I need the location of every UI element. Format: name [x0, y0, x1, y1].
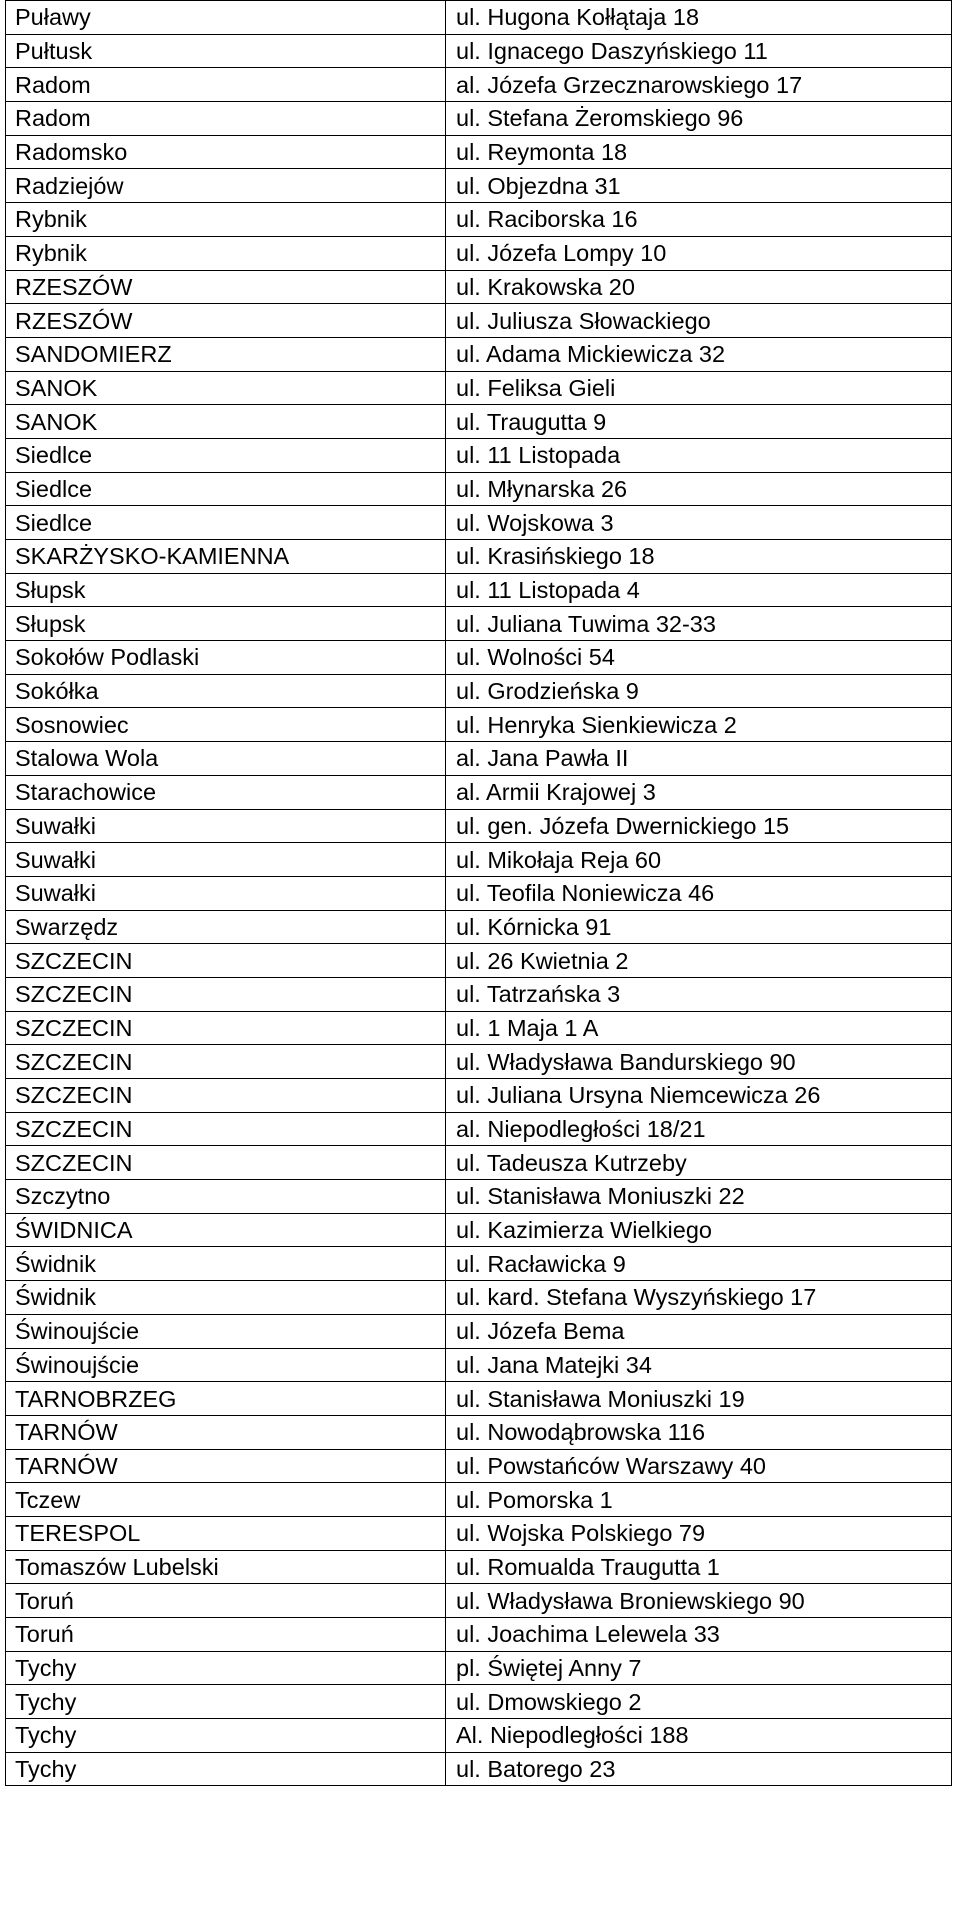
- street-address-cell: al. Józefa Grzecznarowskiego 17: [446, 68, 952, 102]
- table-row: [6, 573, 952, 607]
- table-row: [6, 1247, 952, 1281]
- table-row: [6, 1011, 952, 1045]
- street-address-cell: ul. 11 Listopada: [446, 438, 952, 472]
- table-row: [6, 68, 952, 102]
- city-cell: Słupsk: [6, 607, 446, 641]
- table-row: [6, 1112, 952, 1146]
- table-row: [6, 1045, 952, 1079]
- table-row: [6, 843, 952, 877]
- street-address-cell: ul. Kazimierza Wielkiego: [446, 1213, 952, 1247]
- street-address-cell: ul. Kórnicka 91: [446, 910, 952, 944]
- city-cell: Świdnik: [6, 1281, 446, 1315]
- street-address-cell: ul. 26 Kwietnia 2: [446, 944, 952, 978]
- city-cell: TARNÓW: [6, 1449, 446, 1483]
- table-row: [6, 1516, 952, 1550]
- street-address-cell: ul. Tatrzańska 3: [446, 977, 952, 1011]
- city-cell: Puławy: [6, 1, 446, 35]
- street-address-cell: ul. Stefana Żeromskiego 96: [446, 102, 952, 136]
- street-address-cell: ul. Władysława Bandurskiego 90: [446, 1045, 952, 1079]
- street-address-cell: ul. Adama Mickiewicza 32: [446, 337, 952, 371]
- city-cell: Sokółka: [6, 674, 446, 708]
- street-address-cell: ul. Władysława Broniewskiego 90: [446, 1584, 952, 1618]
- city-cell: Starachowice: [6, 775, 446, 809]
- street-address-cell: ul. Tadeusza Kutrzeby: [446, 1146, 952, 1180]
- street-address-cell: al. Niepodległości 18/21: [446, 1112, 952, 1146]
- table-row: [6, 540, 952, 574]
- city-cell: TARNOBRZEG: [6, 1382, 446, 1416]
- street-address-cell: ul. Młynarska 26: [446, 472, 952, 506]
- table-row: [6, 1719, 952, 1753]
- street-address-cell: ul. Stanisława Moniuszki 22: [446, 1180, 952, 1214]
- table-row: [6, 438, 952, 472]
- table-row: [6, 809, 952, 843]
- city-cell: SANDOMIERZ: [6, 337, 446, 371]
- street-address-cell: al. Jana Pawła II: [446, 742, 952, 776]
- city-cell: Świnoujście: [6, 1348, 446, 1382]
- table-row: [6, 1213, 952, 1247]
- street-address-cell: ul. Stanisława Moniuszki 19: [446, 1382, 952, 1416]
- city-cell: Suwałki: [6, 809, 446, 843]
- city-cell: Rybnik: [6, 236, 446, 270]
- table-row: [6, 910, 952, 944]
- table-row: [6, 1483, 952, 1517]
- table-row: [6, 1752, 952, 1786]
- city-cell: RZESZÓW: [6, 270, 446, 304]
- table-row: [6, 203, 952, 237]
- table-row: [6, 1651, 952, 1685]
- city-cell: Suwałki: [6, 876, 446, 910]
- street-address-cell: ul. Teofila Noniewicza 46: [446, 876, 952, 910]
- street-address-cell: ul. Wojska Polskiego 79: [446, 1516, 952, 1550]
- city-cell: Swarzędz: [6, 910, 446, 944]
- table-row: [6, 405, 952, 439]
- street-address-cell: ul. gen. Józefa Dwernickiego 15: [446, 809, 952, 843]
- table-row: [6, 607, 952, 641]
- street-address-cell: ul. Objezdna 31: [446, 169, 952, 203]
- street-address-cell: ul. kard. Stefana Wyszyńskiego 17: [446, 1281, 952, 1315]
- table-row: [6, 742, 952, 776]
- table-row: [6, 236, 952, 270]
- table-row: [6, 102, 952, 136]
- city-cell: Siedlce: [6, 472, 446, 506]
- street-address-cell: ul. Krasińskiego 18: [446, 540, 952, 574]
- city-cell: Tychy: [6, 1651, 446, 1685]
- city-cell: Toruń: [6, 1618, 446, 1652]
- city-cell: Tychy: [6, 1752, 446, 1786]
- city-cell: Tczew: [6, 1483, 446, 1517]
- city-cell: Siedlce: [6, 438, 446, 472]
- table-row: [6, 506, 952, 540]
- street-address-cell: ul. Hugona Kołłątaja 18: [446, 1, 952, 35]
- street-address-cell: ul. Józefa Lompy 10: [446, 236, 952, 270]
- street-address-cell: ul. 1 Maja 1 A: [446, 1011, 952, 1045]
- city-cell: Radom: [6, 68, 446, 102]
- address-table: [5, 0, 952, 1786]
- city-cell: Sokołów Podlaski: [6, 641, 446, 675]
- table-row: [6, 34, 952, 68]
- city-cell: Radziejów: [6, 169, 446, 203]
- table-row: [6, 1079, 952, 1113]
- street-address-cell: Al. Niepodległości 188: [446, 1719, 952, 1753]
- table-row: [6, 708, 952, 742]
- street-address-cell: ul. Wolności 54: [446, 641, 952, 675]
- table-row: [6, 1449, 952, 1483]
- street-address-cell: ul. Nowodąbrowska 116: [446, 1415, 952, 1449]
- street-address-cell: ul. Henryka Sienkiewicza 2: [446, 708, 952, 742]
- table-row: [6, 775, 952, 809]
- street-address-cell: ul. Juliusza Słowackiego: [446, 304, 952, 338]
- table-row: [6, 304, 952, 338]
- street-address-cell: ul. Grodzieńska 9: [446, 674, 952, 708]
- city-cell: ŚWIDNICA: [6, 1213, 446, 1247]
- table-row: [6, 1584, 952, 1618]
- table-row: [6, 1382, 952, 1416]
- address-table-container: [5, 0, 952, 1786]
- city-cell: SZCZECIN: [6, 1146, 446, 1180]
- street-address-cell: ul. Raciborska 16: [446, 203, 952, 237]
- city-cell: Świdnik: [6, 1247, 446, 1281]
- street-address-cell: ul. 11 Listopada 4: [446, 573, 952, 607]
- city-cell: Świnoujście: [6, 1314, 446, 1348]
- street-address-cell: ul. Pomorska 1: [446, 1483, 952, 1517]
- city-cell: Tomaszów Lubelski: [6, 1550, 446, 1584]
- street-address-cell: ul. Ignacego Daszyńskiego 11: [446, 34, 952, 68]
- city-cell: Pułtusk: [6, 34, 446, 68]
- street-address-cell: ul. Powstańców Warszawy 40: [446, 1449, 952, 1483]
- city-cell: SZCZECIN: [6, 977, 446, 1011]
- table-row: [6, 270, 952, 304]
- city-cell: Radom: [6, 102, 446, 136]
- city-cell: Słupsk: [6, 573, 446, 607]
- table-row: [6, 876, 952, 910]
- table-row: [6, 337, 952, 371]
- street-address-cell: ul. Dmowskiego 2: [446, 1685, 952, 1719]
- street-address-cell: ul. Racławicka 9: [446, 1247, 952, 1281]
- city-cell: SZCZECIN: [6, 1079, 446, 1113]
- city-cell: Siedlce: [6, 506, 446, 540]
- street-address-cell: ul. Batorego 23: [446, 1752, 952, 1786]
- city-cell: Suwałki: [6, 843, 446, 877]
- city-cell: SANOK: [6, 405, 446, 439]
- address-table-body: [6, 1, 952, 1786]
- city-cell: SZCZECIN: [6, 944, 446, 978]
- city-cell: TERESPOL: [6, 1516, 446, 1550]
- city-cell: Tychy: [6, 1719, 446, 1753]
- city-cell: Szczytno: [6, 1180, 446, 1214]
- street-address-cell: ul. Juliana Tuwima 32-33: [446, 607, 952, 641]
- city-cell: SZCZECIN: [6, 1011, 446, 1045]
- table-row: [6, 472, 952, 506]
- city-cell: TARNÓW: [6, 1415, 446, 1449]
- table-row: [6, 674, 952, 708]
- table-row: [6, 1550, 952, 1584]
- table-row: [6, 1685, 952, 1719]
- table-row: [6, 944, 952, 978]
- street-address-cell: ul. Mikołaja Reja 60: [446, 843, 952, 877]
- street-address-cell: ul. Traugutta 9: [446, 405, 952, 439]
- table-row: [6, 1281, 952, 1315]
- table-row: [6, 1180, 952, 1214]
- table-row: [6, 1, 952, 35]
- city-cell: Tychy: [6, 1685, 446, 1719]
- street-address-cell: ul. Józefa Bema: [446, 1314, 952, 1348]
- city-cell: SZCZECIN: [6, 1045, 446, 1079]
- street-address-cell: ul. Feliksa Gieli: [446, 371, 952, 405]
- street-address-cell: al. Armii Krajowej 3: [446, 775, 952, 809]
- city-cell: SKARŻYSKO-KAMIENNA: [6, 540, 446, 574]
- street-address-cell: ul. Jana Matejki 34: [446, 1348, 952, 1382]
- table-row: [6, 1415, 952, 1449]
- city-cell: Toruń: [6, 1584, 446, 1618]
- street-address-cell: ul. Wojskowa 3: [446, 506, 952, 540]
- street-address-cell: ul. Krakowska 20: [446, 270, 952, 304]
- table-row: [6, 169, 952, 203]
- table-row: [6, 1314, 952, 1348]
- street-address-cell: ul. Romualda Traugutta 1: [446, 1550, 952, 1584]
- city-cell: Radomsko: [6, 135, 446, 169]
- city-cell: RZESZÓW: [6, 304, 446, 338]
- street-address-cell: ul. Joachima Lelewela 33: [446, 1618, 952, 1652]
- city-cell: SANOK: [6, 371, 446, 405]
- city-cell: Rybnik: [6, 203, 446, 237]
- city-cell: SZCZECIN: [6, 1112, 446, 1146]
- street-address-cell: ul. Juliana Ursyna Niemcewicza 26: [446, 1079, 952, 1113]
- street-address-cell: ul. Reymonta 18: [446, 135, 952, 169]
- table-row: [6, 977, 952, 1011]
- table-row: [6, 641, 952, 675]
- table-row: [6, 1618, 952, 1652]
- table-row: [6, 1146, 952, 1180]
- street-address-cell: pl. Świętej Anny 7: [446, 1651, 952, 1685]
- table-row: [6, 135, 952, 169]
- table-row: [6, 371, 952, 405]
- city-cell: Stalowa Wola: [6, 742, 446, 776]
- city-cell: Sosnowiec: [6, 708, 446, 742]
- table-row: [6, 1348, 952, 1382]
